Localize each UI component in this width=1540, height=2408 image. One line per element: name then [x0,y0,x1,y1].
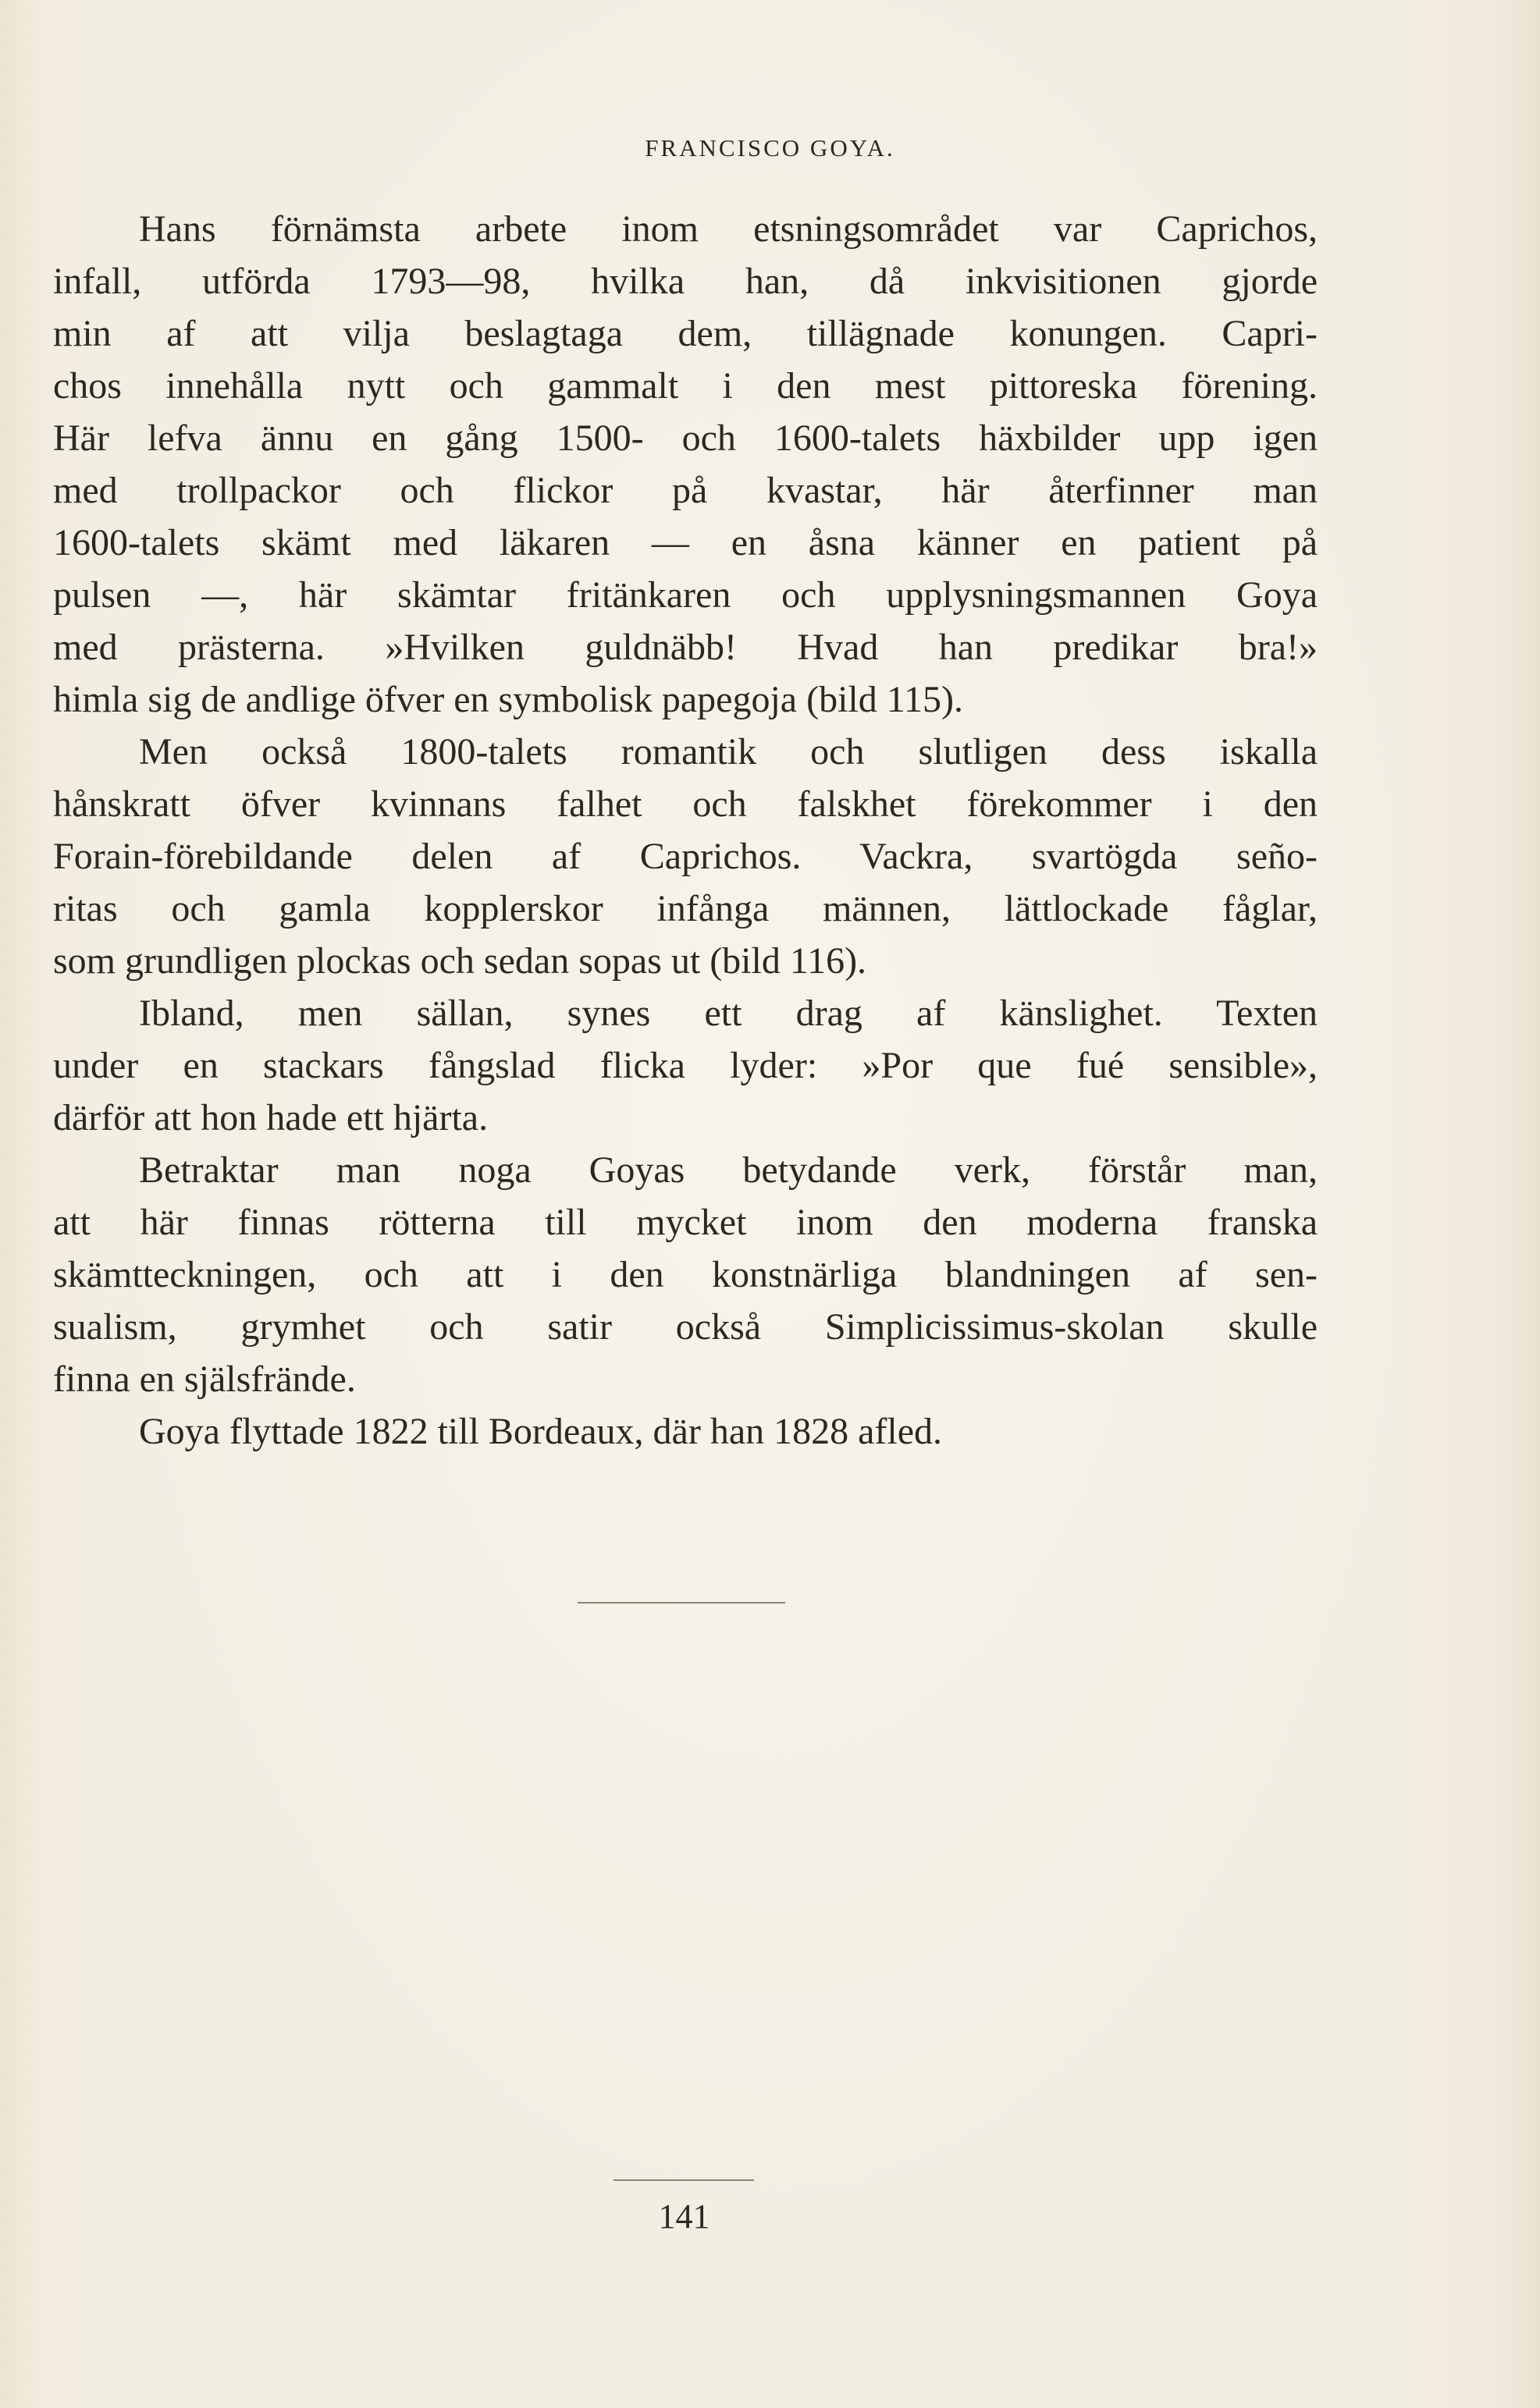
text-line: min af att vilja beslagtaga dem, tillägnade konungen. Capri- [53,313,1318,354]
text-line: hånskratt öfver kvinnans falhet och falskhet förekommer i den [53,783,1318,825]
text-line: Hans förnämsta arbete inom etsningsområdet var Caprichos, [139,208,1318,250]
text-line: 1600-talets skämt med läkaren — en åsna känner en patient på [53,522,1318,563]
page-number: 141 [658,2197,710,2236]
text-line: att här finnas rötterna till mycket inom den moderna franska [53,1202,1318,1243]
text-line: därför att hon hade ett hjärta. [53,1097,489,1138]
paragraph [53,1405,1318,1458]
paragraph [53,1144,1318,1405]
text-line: Forain-förebildande delen af Caprichos. Vackra, svartögda seño- [53,836,1318,877]
text-line: finna en själsfrände. [53,1358,356,1400]
body-text [53,203,1318,1458]
section-divider [578,1602,785,1604]
text-line: Goya flyttade 1822 till Bordeaux, där han 1828 afled. [139,1411,943,1452]
running-head: FRANCISCO GOYA. [645,134,895,162]
text-line: Här lefva ännu en gång 1500- och 1600-talets häxbilder upp igen [53,417,1318,459]
text-line: under en stackars fångslad flicka lyder: »Por que fué sensible», [53,1045,1318,1086]
text-line: med prästerna. »Hvilken guldnäbb! Hvad han predikar bra!» [53,627,1318,668]
text-line: som grundligen plockas och sedan sopas ut (bild 116). [53,940,867,982]
text-line: infall, utförda 1793—98, hvilka han, då inkvisitionen gjorde [53,261,1318,302]
paragraph [53,203,1318,726]
paragraph [53,987,1318,1144]
text-line: Ibland, men sällan, synes ett drag af känslighet. Texten [139,993,1318,1034]
text-line: Men också 1800-talets romantik och slutligen dess iskalla [139,731,1318,772]
text-line: chos innehålla nytt och gammalt i den mest pittoreska förening. [53,365,1318,407]
text-line: Betraktar man noga Goyas betydande verk, förstår man, [139,1149,1318,1191]
text-line: ritas och gamla kopplerskor infånga männen, lättlockade fåglar, [53,888,1318,929]
text-line: skämtteckningen, och att i den konstnärliga blandningen af sen- [53,1254,1318,1295]
text-line: pulsen —, här skämtar fritänkaren och upplysningsmannen Goya [53,574,1318,616]
footer-rule [614,2179,754,2181]
text-line: med trollpackor och flickor på kvastar, här återfinner man [53,470,1318,511]
paragraph [53,726,1318,987]
text-line: sualism, grymhet och satir också Simplicissimus-skolan skulle [53,1306,1318,1348]
text-line: himla sig de andlige öfver en symbolisk papegoja (bild 115). [53,679,963,720]
